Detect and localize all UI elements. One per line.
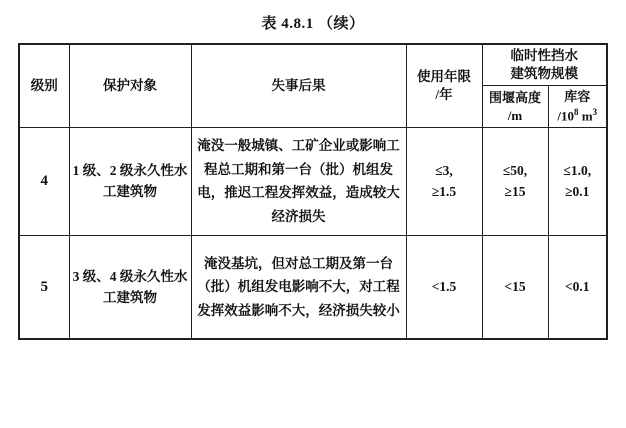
cell-protect-object: 3 级、4 级永久性水工建筑物 <box>69 235 191 339</box>
header-temp-scale <box>482 44 607 86</box>
header-storage-unit: m <box>578 108 593 124</box>
cell-cofferdam-height <box>482 127 548 235</box>
cell-failure-consequence: 淹没基坑，但对总工期及第一台（批）机组发电影响不大，对工程发挥效益影响不大，经济损失较小 <box>191 235 406 339</box>
cell-failure-consequence: 淹没一般城镇、工矿企业或影响工程总工期和第一台（批）机组发电，推迟工程发挥效益，造成较大经济损失 <box>191 127 406 235</box>
header-temp-scale-line2: 建筑物规模 <box>510 66 578 82</box>
cell-level: 5 <box>19 235 69 339</box>
cell-service-life <box>406 127 482 235</box>
table-caption: 表 4.8.1 （续） <box>261 16 365 32</box>
header-service-life-line2: /年 <box>435 86 453 102</box>
header-storage-unit-exp: 3 <box>592 106 598 117</box>
table-row <box>19 127 607 235</box>
header-storage-exp: 8 <box>574 106 579 117</box>
cell-service-life-line1: ≤3, <box>435 162 453 178</box>
header-service-life <box>406 44 482 127</box>
header-protect-object: 保护对象 <box>69 44 191 127</box>
cell-storage-line1: ≤1.0, <box>563 162 592 178</box>
header-cofferdam-height-line2: /m <box>507 107 523 123</box>
header-service-life-line1: 使用年限 <box>417 68 471 84</box>
header-level: 级别 <box>19 44 69 127</box>
table-row <box>19 235 607 339</box>
header-cofferdam-height-line1: 围堰高度 <box>488 90 541 106</box>
cell-service-life: <1.5 <box>406 235 482 339</box>
header-temp-scale-line1: 临时性挡水 <box>510 48 578 63</box>
cell-level: 4 <box>19 127 69 235</box>
cell-service-life-line2: ≥1.5 <box>431 184 457 200</box>
header-storage-line2 <box>552 106 604 125</box>
cell-cofferdam-height-line2: ≥15 <box>504 184 526 200</box>
header-cofferdam-height <box>482 86 548 127</box>
header-storage-line1: 库容 <box>564 89 591 105</box>
cell-cofferdam-height: <15 <box>482 235 548 339</box>
cell-cofferdam-height-line1: ≤50, <box>502 162 528 178</box>
table-header-row-1 <box>19 44 607 86</box>
cell-storage-line2: ≥0.1 <box>565 184 590 200</box>
header-failure-consequence: 失事后果 <box>191 44 406 127</box>
header-storage-unit-base: /10 <box>557 108 575 124</box>
cell-storage: <0.1 <box>548 235 607 339</box>
cell-protect-object: 1 级、2 级永久性水工建筑物 <box>69 127 191 235</box>
header-storage <box>548 86 607 127</box>
data-table <box>18 43 608 340</box>
cell-storage <box>548 127 607 235</box>
